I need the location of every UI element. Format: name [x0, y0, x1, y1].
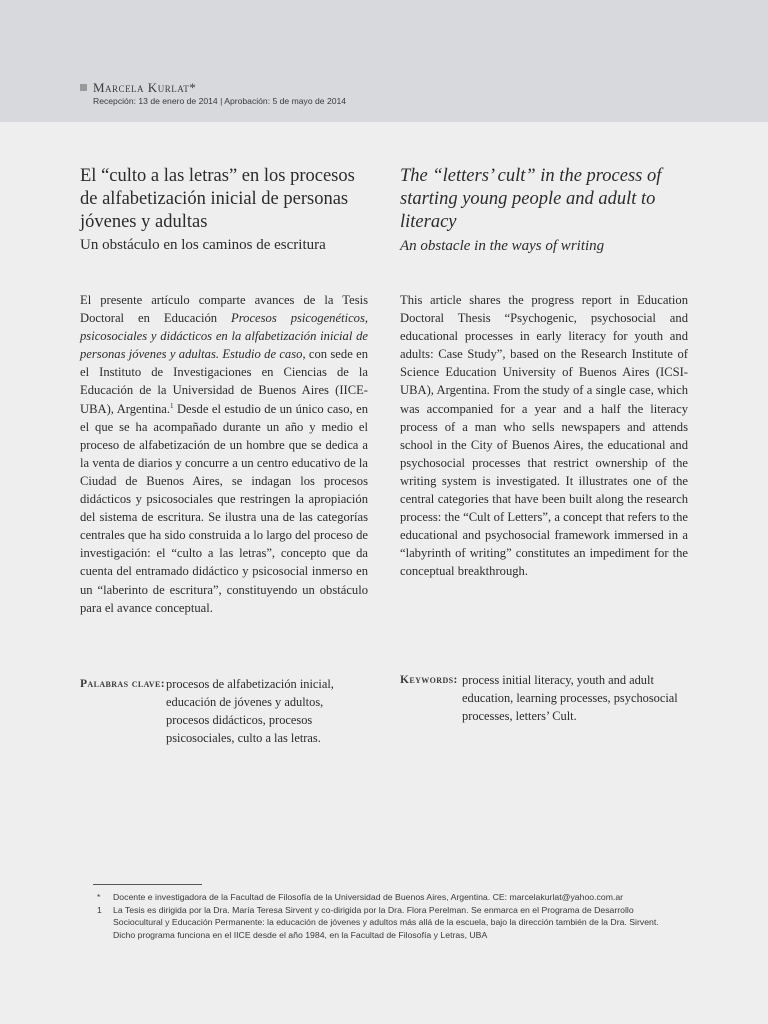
thesis-title: Procesos psicogenéticos, psicosociales y didácticos en la alfabetización inicial de personas jóvenes y adultas. Estudio de caso [80, 311, 368, 362]
author-name: Marcela Kurlat* [93, 80, 197, 95]
footnote-rule [93, 884, 202, 885]
footnote [93, 891, 673, 904]
footnote-ref[interactable]: 1 [169, 401, 174, 410]
keywords-list: procesos de alfabetización inicial, educación de jóvenes y adultos, procesos didácticos, procesos psicosociales, culto a las letras. [166, 677, 334, 745]
footnotes [93, 891, 673, 941]
keywords-label: Keywords: [400, 674, 458, 686]
footnote-text: La Tesis es dirigida por la Dra. María Teresa Sirvent y co-dirigida por la Dra. Flora Perelman. Se enmarca en el Programa de Desarrollo Sociocultural y Educación Permanente: la educación de jóvenes y adultos más allá de la escuela, bajo la dirección también de la Dra. Sirvent. Dicho programa funciona en el IICE desde el año 1984, en la Facultad de Filosofía y Letras, UBA [113, 904, 659, 940]
footnote-text: Docente e investigadora de la Facultad de Filosofía de la Universidad de Buenos Aires, Argentina. CE: marcelakurlat@yahoo.com.ar [113, 892, 624, 902]
english-title: The “letters’ cult” in the process of starting young people and adult to literacy [400, 166, 662, 232]
spanish-subtitle: Un obstáculo en los caminos de escritura [80, 237, 326, 253]
abstract-text: Desde el estudio de un único caso, en el que se ha acompañado durante un año y medio el proceso de alfabetización de un hombre que se dedica a la venta de diarios y concurre a un centro educativo de la Ciudad de Buenos Aires, se indagan los procesos didácticos y psicosociales que restringen la apropiación del sistema de escritura. Se ilustra una de las categorías centrales que ha sido construida a lo largo del proceso de investigación: el “culto a las letras”, concepto que da cuenta del entramado didáctico y psicosocial inmerso en un “laberinto de escritura”, constituyendo un obstáculo para el avance conceptual. [80, 401, 368, 615]
footnote-mark: 1 [97, 904, 102, 915]
bullet-icon [80, 84, 87, 91]
reception-dates: Recepción: 13 de enero de 2014 | Aprobación: 5 de mayo de 2014 [93, 96, 347, 106]
footnote-mark: * [97, 892, 101, 902]
keywords-label: Palabras clave: [80, 678, 165, 690]
abstract-text: El presente artículo comparte avances de la Tesis Doctoral en Educación [80, 293, 368, 326]
author-line [80, 80, 196, 96]
english-subtitle: An obstacle in the ways of writing [400, 238, 605, 254]
abstract-text: , con sede en el Instituto de Investigaciones en Ciencias de la Educación de la Universidad de Buenos Aires (IICE-UBA), Argentina. [80, 347, 368, 416]
english-abstract: This article shares the progress report in Education Doctoral Thesis “Psychogenic, psychosocial and educational processes in early literacy for youth and adults: Case Study”, based on the Research Institute of Science Education University of Buenos Aires (ICSI-UBA), Argentina. From the study of a single case, which was accompanied for a year and a half the literacy process of a man who sells newspapers and attends school in the City of Buenos Aires, the educational and psychosocial processes that restrict ownership of the writing system is investigated. It illustrates one of the central categories that have been built along the research process: the “Cult of Letters”, a concept that refers to the educational and psychosocial framework immersed in a “labyrinth of writing” constitutes an impediment for the conceptual breakthrough. [400, 293, 688, 579]
footnote [93, 904, 673, 942]
spanish-abstract [80, 291, 368, 617]
spanish-title: El “culto a las letras” en los procesos de alfabetización inicial de personas jóvenes y adultas [80, 166, 355, 232]
keywords-list: process initial literacy, youth and adult education, learning processes, psychosocial processes, letters’ Cult. [462, 673, 678, 723]
